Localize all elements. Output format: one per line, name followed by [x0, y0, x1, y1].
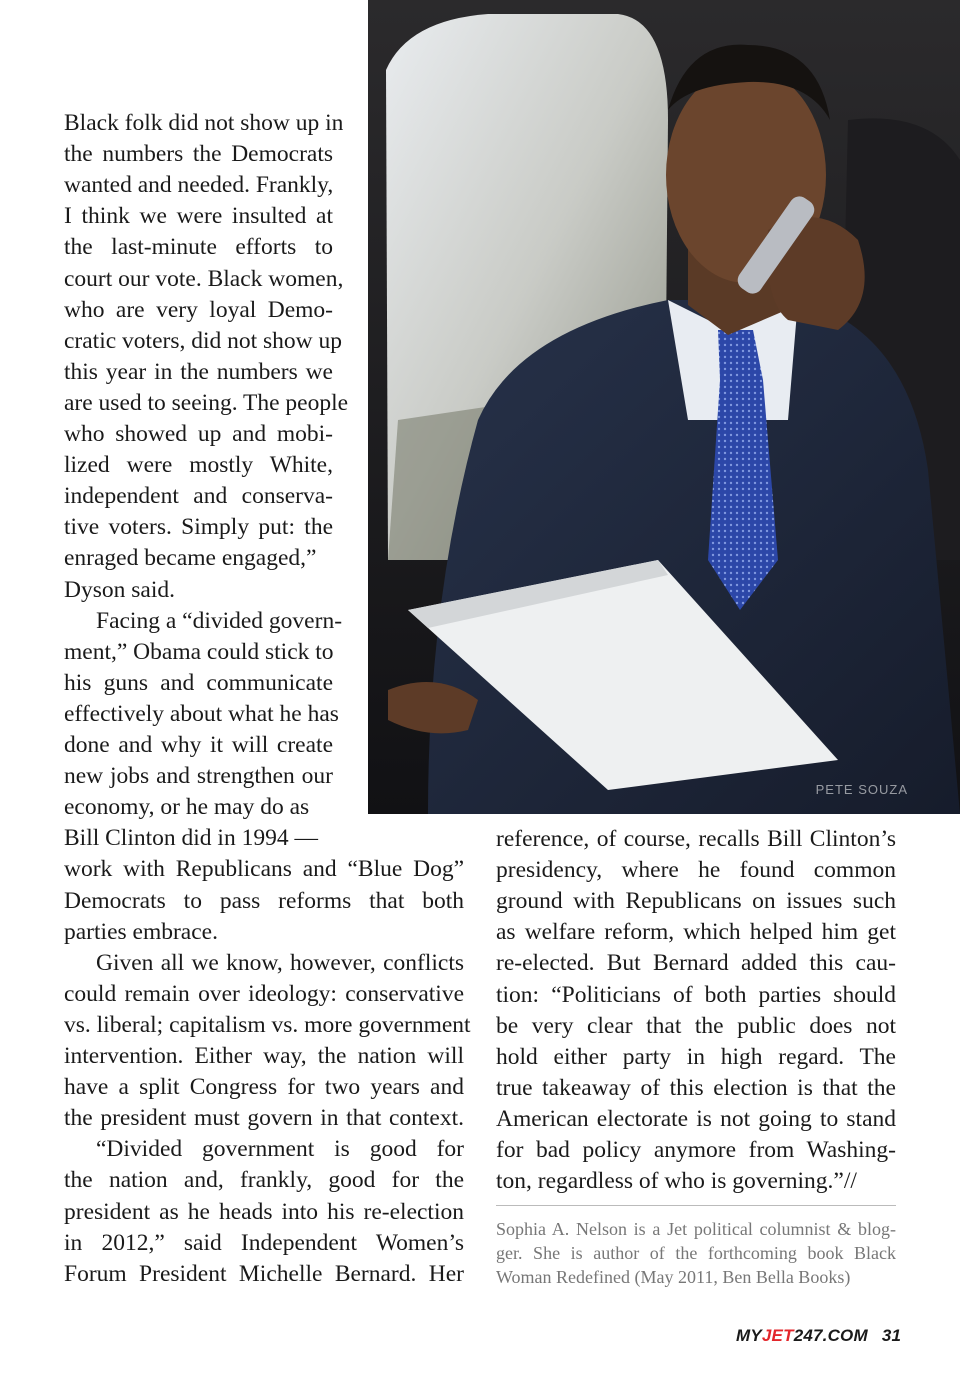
text-line: as welfare reform, which helped him get	[496, 919, 896, 946]
text-line: who are very loyal Demo-	[64, 296, 333, 323]
text-line: independent and conserva-	[64, 483, 333, 510]
text-line: have a split Congress for two years and	[64, 1074, 464, 1101]
photo-illustration	[368, 0, 960, 814]
photo-credit: PETE SOUZA	[815, 782, 908, 797]
text-line: tive voters. Simply put: the	[64, 514, 333, 541]
bio-line: ger. She is author of the forthcoming book Black	[496, 1243, 896, 1263]
text-line: for bad policy anymore from Washing-	[496, 1137, 896, 1163]
text-line: president as he heads into his re-election	[64, 1198, 464, 1225]
text-line: presidency, where he found common	[496, 857, 896, 884]
text-line: be very clear that the public does not	[496, 1012, 896, 1039]
page-number: 31	[881, 1326, 902, 1345]
text-line: tion: “Politicians of both parties should	[496, 981, 896, 1008]
text-line: are used to seeing. The people	[64, 389, 349, 416]
text-line: Bill Clinton did in 1994 —	[64, 825, 318, 852]
text-line: Black folk did not show up in	[64, 110, 344, 136]
site-accent: JET	[761, 1326, 794, 1345]
text-line: enraged became engaged,”	[64, 545, 317, 572]
page-footer	[736, 1326, 901, 1346]
text-line: re-elected. But Bernard added this cau-	[496, 950, 896, 977]
text-line: lized were mostly White,	[64, 452, 333, 479]
text-line: the nation and, frankly, good for the	[64, 1167, 464, 1194]
text-line: could remain over ideology: conservative	[64, 980, 464, 1007]
text-line: Forum President Michelle Bernard. Her	[64, 1260, 464, 1287]
text-line: Dyson said.	[64, 576, 175, 603]
text-line: who showed up and mobi-	[64, 421, 333, 447]
text-line: parties embrace.	[64, 918, 218, 945]
site-prefix: MY	[736, 1326, 762, 1345]
text-line: the last-minute efforts to	[64, 234, 333, 261]
text-line: cratic voters, did not show up	[64, 327, 343, 354]
text-line: new jobs and strengthen our	[64, 763, 333, 790]
text-line: hold either party in high regard. The	[496, 1043, 896, 1070]
text-line: true takeaway of this election is that the	[496, 1074, 896, 1101]
text-line: wanted and needed. Frankly,	[64, 172, 334, 199]
text-line: the numbers the Democrats	[64, 141, 333, 168]
site-suffix: 247.COM	[793, 1326, 868, 1345]
author-bio	[496, 1217, 896, 1289]
site-url[interactable]	[736, 1326, 868, 1345]
text-line: his guns and communicate	[64, 669, 333, 696]
text-line: intervention. Either way, the nation will	[64, 1043, 464, 1069]
text-line: Democrats to pass reforms that both	[64, 887, 464, 914]
text-line: work with Republicans and “Blue Dog”	[64, 856, 464, 883]
text-line: ground with Republicans on issues such	[496, 888, 896, 915]
text-line: done and why it will create	[64, 732, 333, 758]
bio-line: Woman Redefined (May 2011, Ben Bella Books)	[496, 1267, 851, 1287]
article-photo	[368, 0, 960, 814]
text-line: ment,” Obama could stick to	[64, 638, 334, 665]
text-line: “Divided government is good for	[96, 1136, 464, 1163]
text-line: Given all we know, however, conflicts	[96, 949, 464, 976]
text-line: the president must govern in that context.	[64, 1105, 464, 1132]
text-line: I think we were insulted at	[64, 203, 333, 230]
bio-divider	[496, 1205, 896, 1206]
text-line: effectively about what he has	[64, 700, 339, 727]
text-line: in 2012,” said Independent Women’s	[64, 1229, 464, 1256]
text-line: vs. liberal; capitalism vs. more government	[64, 1011, 471, 1038]
text-line: Facing a “divided govern-	[96, 607, 343, 634]
text-line: American electorate is not going to stand	[496, 1105, 896, 1132]
text-line: court our vote. Black women,	[64, 265, 344, 292]
text-line: economy, or he may do as	[64, 794, 310, 821]
text-line: reference, of course, recalls Bill Clinton’s	[496, 826, 896, 852]
bio-line: Sophia A. Nelson is a Jet political columnist & blog-	[496, 1219, 896, 1239]
text-line: this year in the numbers we	[64, 358, 333, 385]
text-line: ton, regardless of who is governing.”//	[496, 1168, 857, 1195]
